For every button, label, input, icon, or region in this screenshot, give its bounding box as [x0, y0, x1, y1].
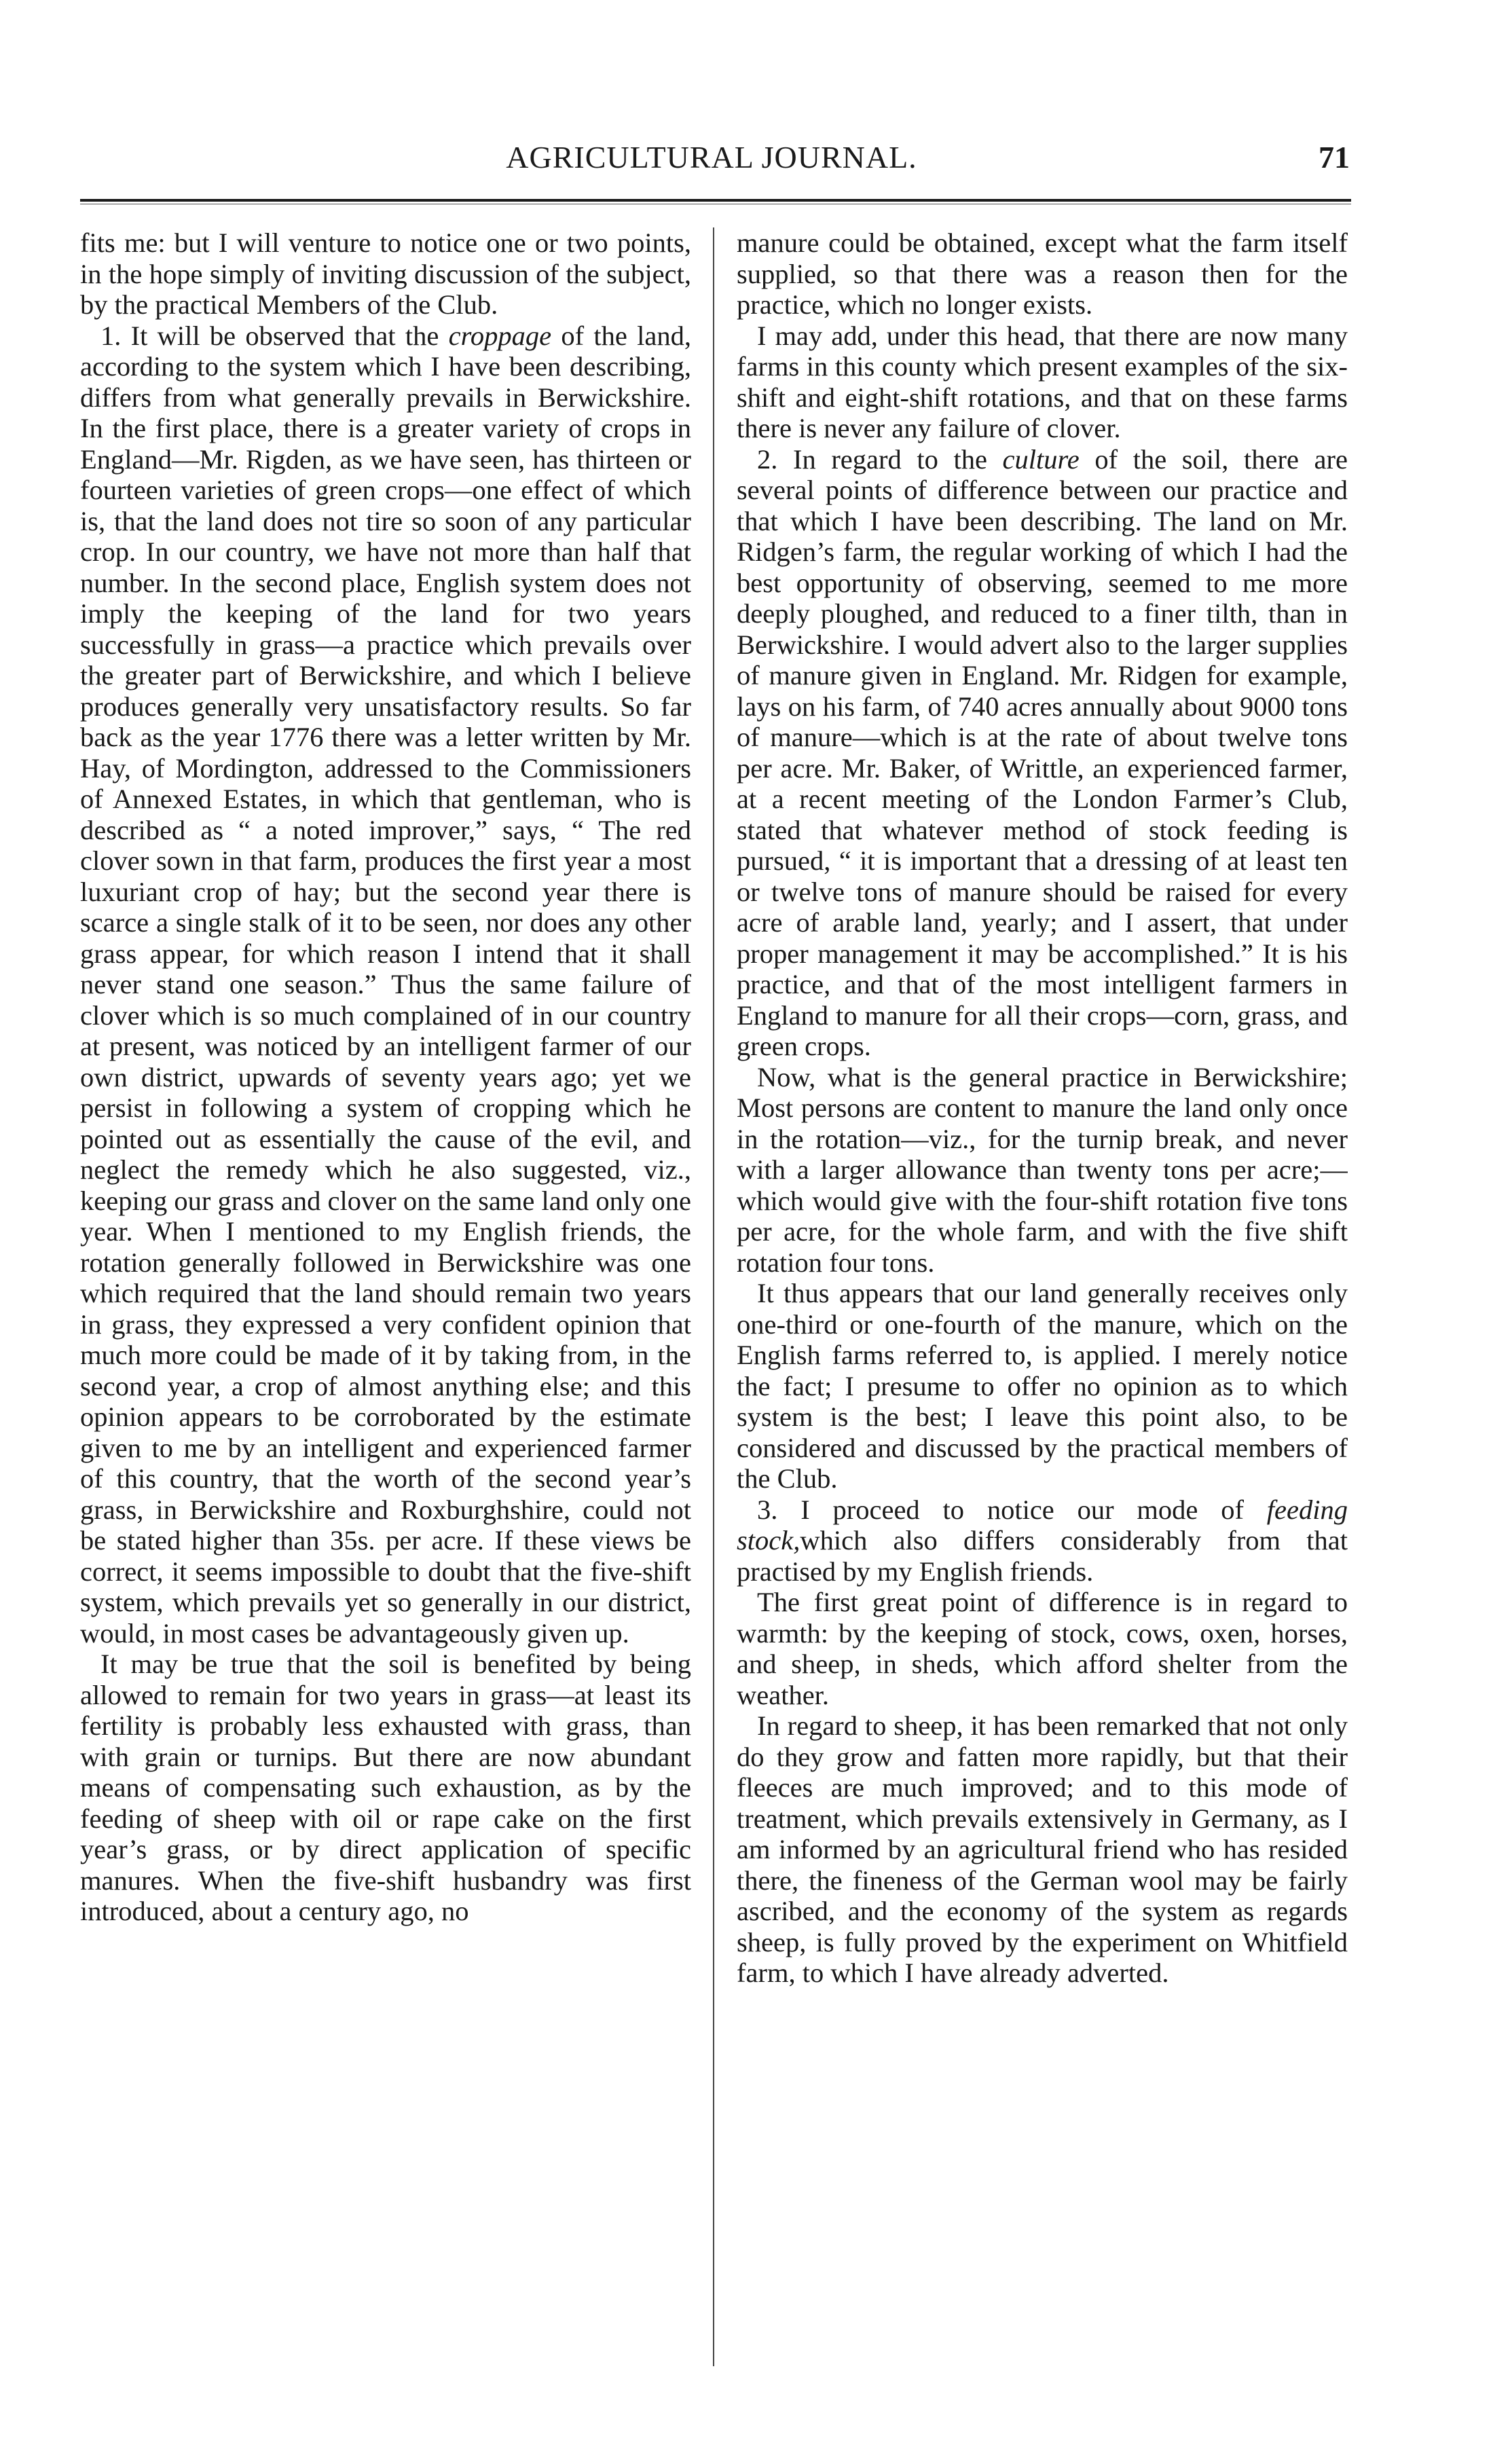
column-divider — [713, 227, 714, 2366]
emphasis-text: culture — [1002, 443, 1080, 475]
paragraph: I may add, under this head, that there are now many farms in this county which present examples of the six-shift and eight-shift rotations, and that on these farms there is never any failure of clover. — [737, 320, 1348, 443]
page-number: 71 — [1319, 140, 1350, 174]
paragraph: Now, what is the general practice in Berwickshire; Most persons are content to manure the land only once in the rotation—viz., for the turnip break, and never with a larger allowance than twenty tons per acre;—which would give with the four-shift rotation five tons per acre, for the whole farm, and with the five shift rotation four tons. — [737, 1061, 1348, 1278]
paragraph: It may be true that the soil is benefited by being allowed to remain for two years in grass—at least its fertility is probably less exhausted with grass, than with grain or turnips. But there are now abundant means of compensating such exhaustion, as by the feeding of sheep with oil or rape cake on the first year’s grass, or by direct application of specific manures. When the five-shift husbandry was first introduced, about a century ago, no — [80, 1649, 691, 1926]
paragraph-text: which also differs considerably from that practised by my English friends. — [737, 1525, 1348, 1587]
emphasis-text: feeding stock, — [737, 1494, 1348, 1556]
paragraph-text: of the soil, there are several points of difference between our practice and that which I have been describing. The land on Mr. Ridgen’s farm, the regular working of which I had the best opportunity of observing, seemed to me more deeply ploughed, and reduced to a finer tilth, than in Berwickshire. I would advert also to the larger supplies of manure given in England. Mr. Ridgen for example, lays on his farm, of 740 acres annually about 9000 tons of manure—which is at the rate of about twelve tons per acre. Mr. Baker, of Writtle, an experienced farmer, at a recent meeting of the London Farmer’s Club, stated that whatever method of stock feeding is pursued, “ it is important that a dressing of at least ten or twelve tons of manure should be raised for every acre of arable land, yearly; and I assert, that under proper management it may be accomplished.” It is his practice, and that of the most intelligent farmers in England to manure for all their crops—corn, grass, and green crops. — [737, 443, 1348, 1061]
header-rule — [80, 199, 1351, 202]
paragraph: The first great point of difference is in regard to warmth: by the keeping of stock, cows, oxen, horses, and sheep, in sheds, which afford shelter from the weather. — [737, 1587, 1348, 1710]
paragraph — [737, 1494, 1348, 1587]
running-title: AGRICULTURAL JOURNAL. — [506, 140, 917, 174]
left-column — [80, 227, 691, 2393]
paragraph-text: 2. In regard to the — [757, 443, 1003, 475]
right-column — [737, 227, 1348, 2393]
paragraph-text: 1. It will be observed that the — [100, 320, 449, 351]
paragraph-text: 3. I proceed to notice our mode of — [757, 1494, 1267, 1525]
paragraph: fits me: but I will venture to notice one or two points, in the hope simply of inviting discussion of the subject, by the practical Members of the Club. — [80, 227, 691, 320]
paragraph: manure could be obtained, except what the farm itself supplied, so that there was a reason then for the practice, which no longer exists. — [737, 227, 1348, 320]
emphasis-text: croppage — [448, 320, 552, 351]
paragraph-text: of the land, according to the system which I have been describing, differs from what generally prevails in Berwickshire. In the first place, there is a greater variety of crops in England—Mr. Rigden, as we have seen, has thirteen or fourteen varieties of green crops—one effect of which is, that the land does not tire so soon of any particular crop. In our country, we have not more than half that number. In the second place, English system does not imply the keeping of the land for two years successfully in grass—a practice which prevails over the greater part of Berwickshire, and which I believe produces generally very unsatisfactory results. So far back as the year 1776 there was a letter written by Mr. Hay, of Mordington, addressed to the Commissioners of Annexed Estates, in which that gentleman, who is described as “ a noted improver,” says, “ The red clover sown in that farm, produces the first year a most luxuriant crop of hay; but the second year there is scarce a single stalk of it to be seen, nor does any other grass appear, for which reason I intend that it shall never stand one season.” Thus the same failure of clover which is so much complained of in our country at present, was noticed by an intelligent farmer of our own district, upwards of seventy years ago; yet we persist in following a system of cropping which he pointed out as essentially the cause of the evil, and neglect the remedy which he also suggested, viz., keeping our grass and clover on the same land only one year. When I mentioned to my English friends, the rotation generally followed in Berwickshire was one which required that the land should remain two years in grass, they expressed a very confident opinion that much more could be made of it by taking from, in the second year, a crop of almost anything else; and this opinion appears to be corroborated by the estimate given to me by an intelligent and experienced farmer of this country, that the worth of the second year’s grass, in Berwickshire and Roxburghshire, could not be stated higher than 35s. per acre. If these views be correct, it seems impossible to doubt that the five-shift system, which prevails yet so generally in our district, would, in most cases be advantageously given up. — [80, 320, 691, 1649]
paragraph — [80, 320, 691, 1649]
paragraph — [737, 444, 1348, 1062]
paragraph: In regard to sheep, it has been remarked that not only do they grow and fatten more rapidly, but that their fleeces are much improved; and to this mode of treatment, which prevails extensively in Germany, as I am informed by an agricultural friend who has resided there, the fineness of the German wool may be fairly ascribed, and the economy of the system as regards sheep, is fully proved by the experiment on Whitfield farm, to which I have already adverted. — [737, 1710, 1348, 1988]
page-header — [73, 139, 1350, 187]
paragraph: It thus appears that our land generally receives only one-third or one-fourth of the manure, which on the English farms referred to, is applied. I merely notice the fact; I presume to offer no opinion as to which system is the best; I leave this point also, to be considered and discussed by the practical members of the Club. — [737, 1278, 1348, 1494]
